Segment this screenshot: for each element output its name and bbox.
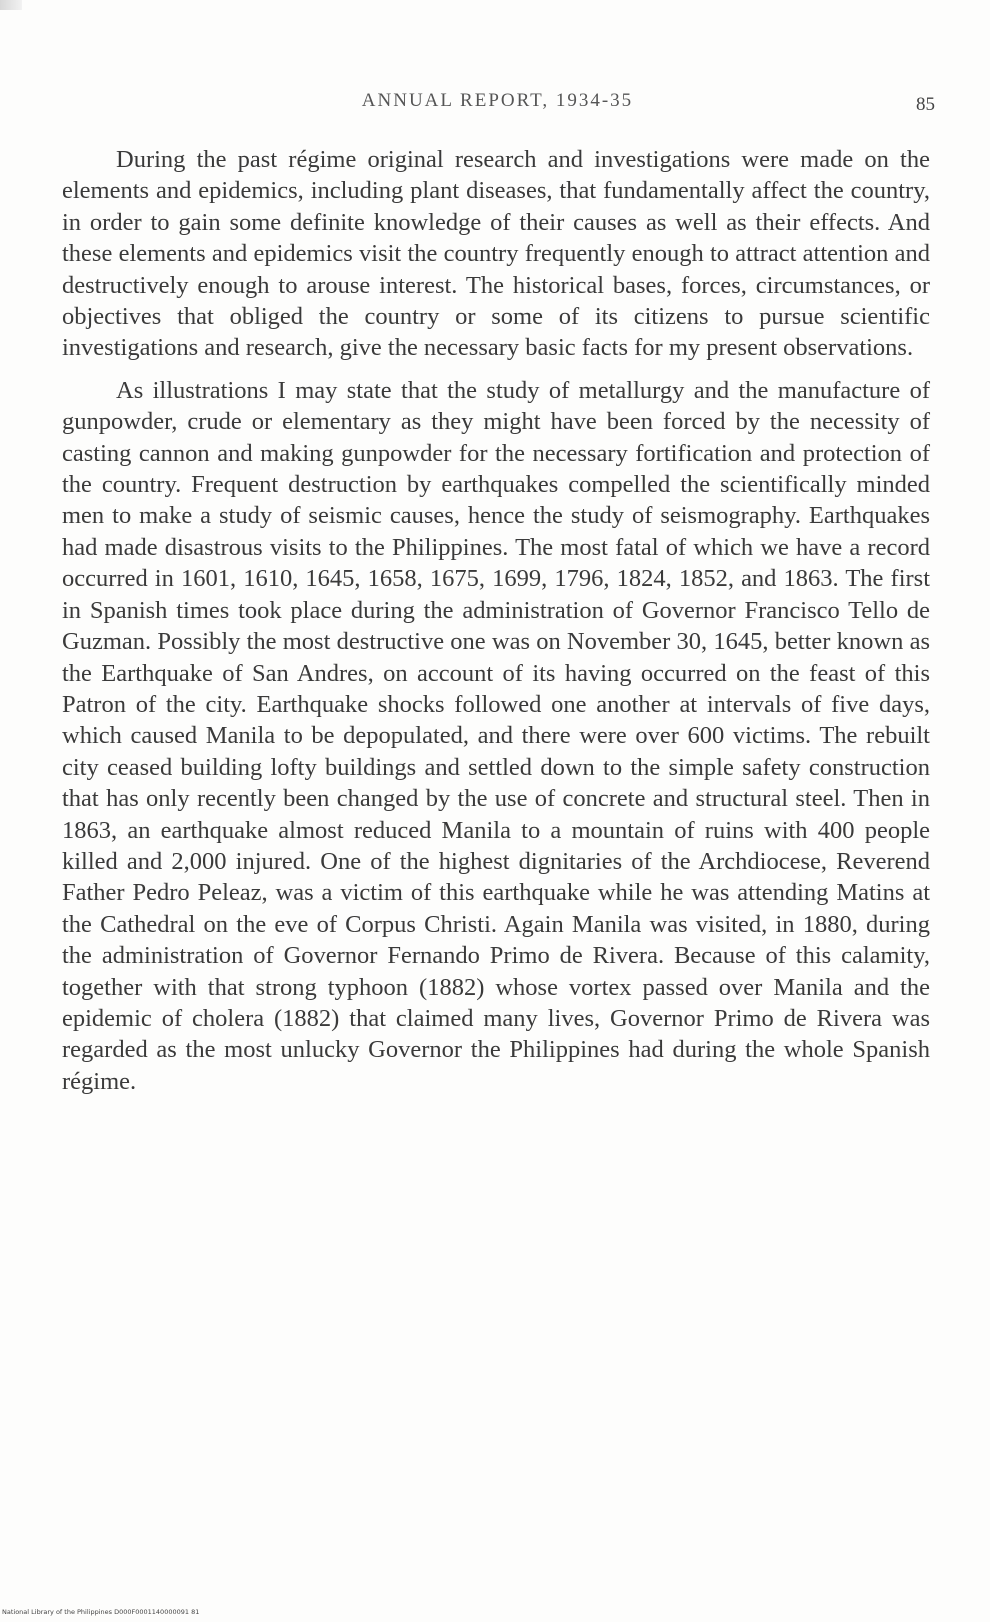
page-header [60,88,935,118]
body-text [62,144,930,1097]
scan-credit-footer: National Library of the Philippines D000F0001140000091 81 [2,1608,200,1616]
paragraph-research-origins: During the past régime original research and investigations were made on the elements and epidemics, including plant diseases, that fundamentally affect the country, in order to gain some definite knowledge of their causes as well as their effects. And these elements and epidemics visit the country frequently enough to attract attention and destructively enough to arouse interest. The historical bases, forces, circumstances, or objectives that obliged the country or some of its citizens to pursue scientific investigations and research, give the necessary basic facts for my present observations. [62,146,930,362]
paragraph-earthquake-history: As illustrations I may state that the study of metallurgy and the manufacture of gunpowder, crude or elementary as they might have been forced by the necessity of casting cannon and making gunpowder for the necessary fortification and protection of the country. Frequent destruction by earthquakes compelled the scientifically minded men to make a study of seismic causes, hence the study of seismography. Earthquakes had made disastrous visits to the Philippines. The most fatal of which we have a record occurred in 1601, 1610, 1645, 1658, 1675, 1699, 1796, 1824, 1852, and 1863. The first in Spanish times took place during the administration of Governor Francisco Tello de Guzman. Possibly the most destructive one was on November 30, 1645, better known as the Earthquake of San Andres, on account of its having occurred on the feast of this Patron of the city. Earthquake shocks followed one another at intervals of five days, which caused Manila to be depopulated, and there were over 600 victims. The rebuilt city ceased building lofty buildings and settled down to the simple safety construction that has only recently been changed by the use of concrete and structural steel. Then in 1863, an earthquake almost reduced Manila to a mountain of ruins with 400 people killed and 2,000 injured. One of the highest dignitaries of the Archdiocese, Reverend Father Pedro Peleaz, was a victim of this earthquake while he was attending Matins at the Cathedral on the eve of Corpus Christi. Again Manila was visited, in 1880, during the administration of Governor Fernando Primo de Rivera. Because of this calamity, together with that strong typhoon (1882) whose vortex passed over Manila and the epidemic of cholera (1882) that claimed many lives, Governor Primo de Rivera was regarded as the most unlucky Governor the Philippines had during the whole Spanish régime. [62,376,930,1095]
page-number: 85 [916,94,935,115]
scan-corner-mark [0,0,22,10]
running-title: ANNUAL REPORT, 1934-35 [361,90,634,111]
